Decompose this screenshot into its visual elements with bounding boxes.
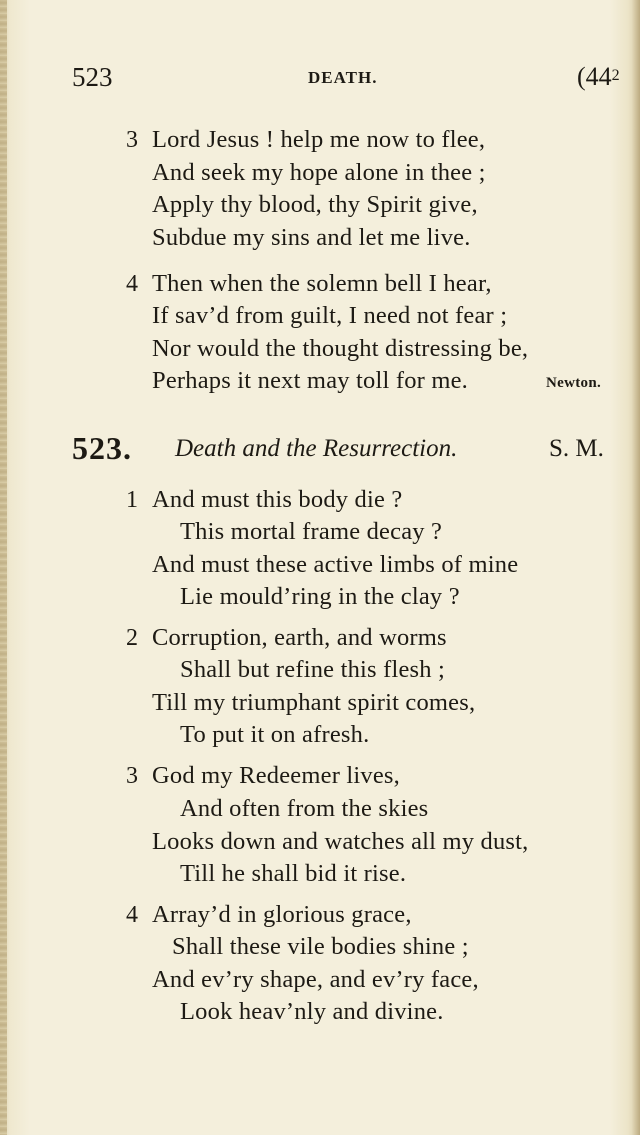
running-title: DEATH. bbox=[308, 68, 378, 87]
verse-line: To put it on afresh. bbox=[180, 721, 370, 748]
original-page-main: (44 bbox=[577, 62, 612, 91]
page-number: 523 bbox=[72, 62, 113, 92]
page-left-edge bbox=[0, 0, 7, 1135]
verse-line: Nor would the thought distressing be, bbox=[152, 335, 529, 362]
original-page-sup: 2 bbox=[611, 67, 620, 84]
verse-line: Perhaps it next may toll for me. bbox=[152, 367, 468, 394]
verse-number: 3 bbox=[126, 127, 138, 153]
verse-line: Apply thy blood, thy Spirit give, bbox=[152, 191, 478, 218]
verse-line: Lord Jesus ! help me now to flee, bbox=[152, 126, 486, 153]
verse-line: God my Redeemer lives, bbox=[152, 762, 400, 789]
verse-line: Array’d in glorious grace, bbox=[152, 901, 412, 928]
verse-number: 4 bbox=[126, 902, 138, 928]
verse-line: Shall these vile bodies shine ; bbox=[172, 933, 469, 960]
verse-line: Shall but refine this flesh ; bbox=[180, 656, 446, 683]
verse-line: Corruption, earth, and worms bbox=[152, 624, 447, 651]
verse-number: 1 bbox=[126, 487, 138, 513]
verse-line: Look heav’nly and divine. bbox=[180, 998, 444, 1025]
verse-number: 4 bbox=[126, 271, 138, 297]
verse-line: And often from the skies bbox=[180, 795, 429, 822]
hymn-number: 523. bbox=[72, 430, 132, 466]
verse-line: And must this body die ? bbox=[152, 486, 403, 513]
verse-line: And seek my hope alone in thee ; bbox=[152, 159, 486, 186]
hymn-heading bbox=[72, 430, 632, 470]
verse-line: And ev’ry shape, and ev’ry face, bbox=[152, 966, 479, 993]
hymn-meter: S. M. bbox=[549, 435, 604, 462]
page-header bbox=[72, 62, 620, 96]
original-page-number bbox=[577, 62, 620, 92]
verse-line: Looks down and watches all my dust, bbox=[152, 828, 529, 855]
page-right-edge bbox=[632, 0, 640, 1135]
verse-number: 2 bbox=[126, 625, 138, 651]
author-attribution: Newton. bbox=[546, 375, 602, 391]
verse-line: And must these active limbs of mine bbox=[152, 551, 519, 578]
verse-line: Till my triumphant spirit comes, bbox=[152, 689, 476, 716]
verse-line: Lie mould’ring in the clay ? bbox=[180, 583, 460, 610]
verse-line: Till he shall bid it rise. bbox=[180, 860, 407, 887]
verse-number: 3 bbox=[126, 763, 138, 789]
verse-line: Then when the solemn bell I hear, bbox=[152, 270, 492, 297]
verse-line: Subdue my sins and let me live. bbox=[152, 224, 471, 251]
hymn-title: Death and the Resurrection. bbox=[175, 435, 458, 462]
verse-line: This mortal frame decay ? bbox=[180, 518, 443, 545]
verse-line: If sav’d from guilt, I need not fear ; bbox=[152, 302, 508, 329]
